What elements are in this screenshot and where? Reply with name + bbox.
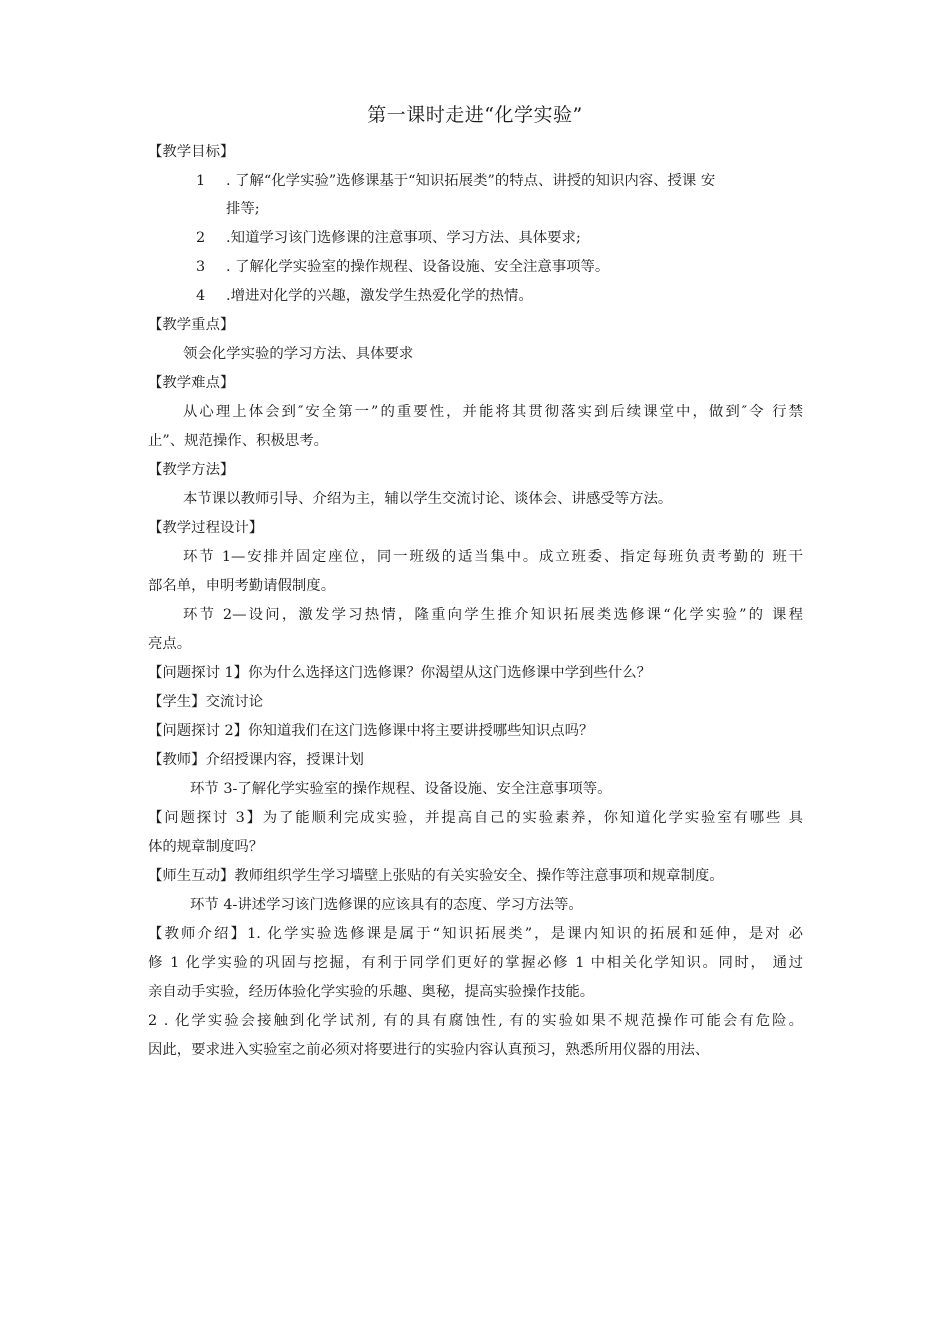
point-2-line-2: 因此，要求进入实验室之前必须对将要进行的实验内容认真预习，熟悉所用仪器的用法、 (148, 1042, 710, 1058)
objectives-heading: 【教学目标】 (148, 144, 235, 160)
question-3-line-1: 【问题探讨 3】为了能顺利完成实验，并提高自己的实验素养，你知道化学实验室有哪些 具 (148, 810, 803, 826)
objective-number: 3 (196, 259, 206, 275)
objective-text: . 了解化学实验室的操作规程、设备设施、安全注意事项等。 (226, 259, 610, 275)
focus-text: 领会化学实验的学习方法、具体要求 (183, 346, 414, 362)
objective-item-4 (196, 286, 533, 306)
objective-item-1-continuation: 排等; (226, 201, 260, 217)
teacher-intro-line-3: 亲自动手实验，经历体验化学实验的乐趣、奥秘，提高实验操作技能。 (148, 984, 595, 1000)
point-2-line-1: 2 . 化学实验会接触到化学试剂, 有的具有腐蚀性, 有的实验如果不规范操作可能会有危险。 (148, 1013, 803, 1029)
student-response: 【学生】交流讨论 (148, 694, 264, 710)
objective-item-3 (196, 257, 609, 277)
step-4: 环节 4-讲述学习该门选修课的应该具有的态度、学习方法等。 (190, 897, 583, 913)
step-2-line-1: 环节 2—设问，激发学习热情，隆重向学生推介知识拓展类选修课“化学实验”的 课程 (183, 607, 803, 623)
process-heading: 【教学过程设计】 (148, 520, 264, 536)
method-text: 本节课以教师引导、介绍为主，辅以学生交流讨论、谈体会、讲感受等方法。 (183, 491, 673, 507)
teacher-response: 【教师】介绍授课内容，授课计划 (148, 752, 364, 768)
objective-text: .知道学习该门选修课的注意事项、学习方法、具体要求; (226, 230, 581, 246)
teacher-intro-line-1: 【教师介绍】1. 化学实验选修课是属于“知识拓展类”，是课内知识的拓展和延伸，是对 必 (148, 926, 803, 942)
difficulty-text-line-2: 止”、规范操作、积极思考。 (148, 433, 329, 449)
objective-number: 4 (196, 288, 206, 304)
objective-number: 2 (196, 230, 206, 246)
objective-item-1 (196, 171, 803, 191)
teacher-intro-line-2: 修 1 化学实验的巩固与挖掘，有利于同学们更好的掌握必修 1 中相关化学知识。同时， 通过 (148, 955, 803, 971)
objective-number: 1 (196, 173, 206, 189)
objective-text: .增进对化学的兴趣，激发学生热爱化学的热情。 (226, 288, 533, 304)
question-2: 【问题探讨 2】你知道我们在这门选修课中将主要讲授哪些知识点吗？ (148, 723, 594, 739)
difficulty-text-line-1: 从心理上体会到″安全第一”的重要性，并能将其贯彻落实到后续课堂中，做到″令 行禁 (183, 404, 803, 420)
method-heading: 【教学方法】 (148, 462, 235, 478)
objective-text: . 了解“化学实验”选修课基于“知识拓展类”的特点、讲授的知识内容、授课 安 (226, 173, 716, 189)
step-1-line-2: 部名单，申明考勤请假制度。 (148, 578, 336, 594)
step-1-line-1: 环节 1—安排并固定座位，同一班级的适当集中。成立班委、指定每班负责考勤的 班干 (183, 549, 803, 565)
objective-item-2 (196, 228, 581, 248)
question-3-line-2: 体的规章制度吗？ (148, 839, 264, 855)
step-3: 环节 3-了解化学实验室的操作规程、设备设施、安全注意事项等。 (190, 781, 612, 797)
question-1: 【问题探讨 1】你为什么选择这门选修课？你渴望从这门选修课中学到些什么？ (148, 665, 652, 681)
difficulty-heading: 【教学难点】 (148, 375, 235, 391)
page-title: 第一课时走进“化学实验” (367, 104, 583, 126)
step-2-line-2: 亮点。 (148, 636, 192, 652)
teacher-student-interaction: 【师生互动】教师组织学生学习墙壁上张贴的有关实验安全、操作等注意事项和规章制度。 (148, 868, 724, 884)
focus-heading: 【教学重点】 (148, 317, 235, 333)
